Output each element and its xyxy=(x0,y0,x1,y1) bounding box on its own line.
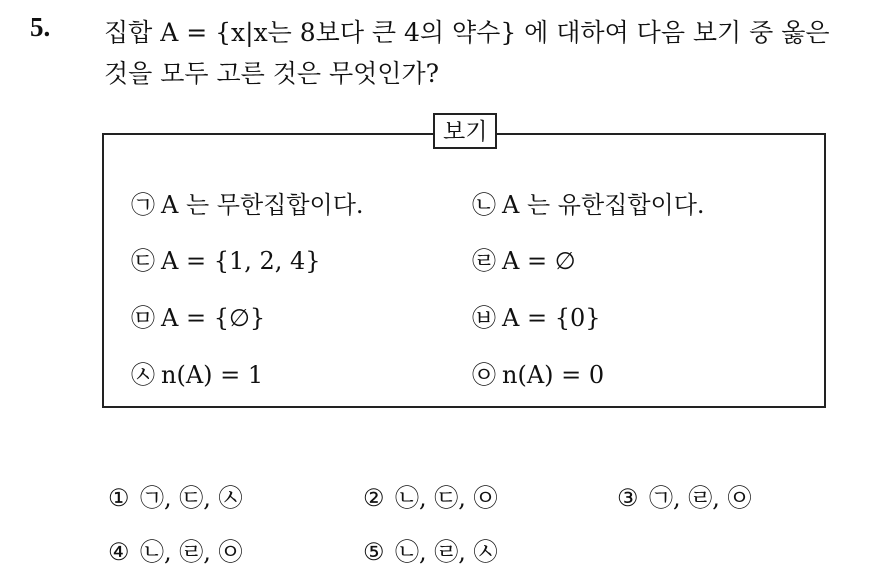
choice-number: ③ xyxy=(617,484,639,512)
item-text: A = {∅} xyxy=(161,304,266,332)
item-text: A = ∅ xyxy=(502,247,576,275)
choice-number: ② xyxy=(363,484,385,512)
answer-choice-3[interactable] xyxy=(617,478,752,513)
question-stem xyxy=(104,12,874,94)
item-marker: ㉢ xyxy=(131,247,155,275)
example-item xyxy=(131,185,364,220)
choice-text: ㉡, ㉢, ㉧ xyxy=(395,484,498,512)
example-box xyxy=(102,119,826,408)
example-item xyxy=(131,241,321,276)
answer-choice-1[interactable] xyxy=(108,478,243,513)
answer-choice-2[interactable] xyxy=(363,478,498,513)
choice-text: ㉠, ㉣, ㉧ xyxy=(649,484,752,512)
example-item xyxy=(131,355,263,390)
example-item xyxy=(472,355,604,390)
choice-text: ㉠, ㉢, ㉦ xyxy=(140,484,243,512)
item-marker: ㉣ xyxy=(472,247,496,275)
example-box-title: 보기 xyxy=(433,113,497,149)
choice-number: ① xyxy=(108,484,130,512)
question-number: 5. xyxy=(30,12,51,42)
example-item xyxy=(472,298,601,333)
item-text: n(A) = 0 xyxy=(502,361,605,389)
item-text: A = {1, 2, 4} xyxy=(161,247,321,275)
item-marker: ㉦ xyxy=(131,361,155,389)
choice-text: ㉡, ㉣, ㉦ xyxy=(395,538,498,566)
choice-number: ④ xyxy=(108,538,130,566)
question-line-1: 집합 A = {x|x는 8보다 큰 4의 약수} 에 대하여 다음 보기 중 옳은 xyxy=(104,18,830,47)
example-item xyxy=(472,185,705,220)
question-line-2: 것을 모두 고른 것은 무엇인가? xyxy=(104,59,439,88)
item-text: A = {0} xyxy=(502,304,601,332)
item-text: n(A) = 1 xyxy=(161,361,264,389)
choice-text: ㉡, ㉣, ㉧ xyxy=(140,538,243,566)
example-item xyxy=(472,241,576,276)
item-marker: ㉤ xyxy=(131,304,155,332)
example-item xyxy=(131,298,265,333)
item-marker: ㉠ xyxy=(131,191,155,219)
item-text: A 는 유한집합이다. xyxy=(502,191,705,219)
choice-number: ⑤ xyxy=(363,538,385,566)
item-marker: ㉧ xyxy=(472,361,496,389)
item-marker: ㉡ xyxy=(472,191,496,219)
item-text: A 는 무한집합이다. xyxy=(161,191,364,219)
item-marker: ㉥ xyxy=(472,304,496,332)
